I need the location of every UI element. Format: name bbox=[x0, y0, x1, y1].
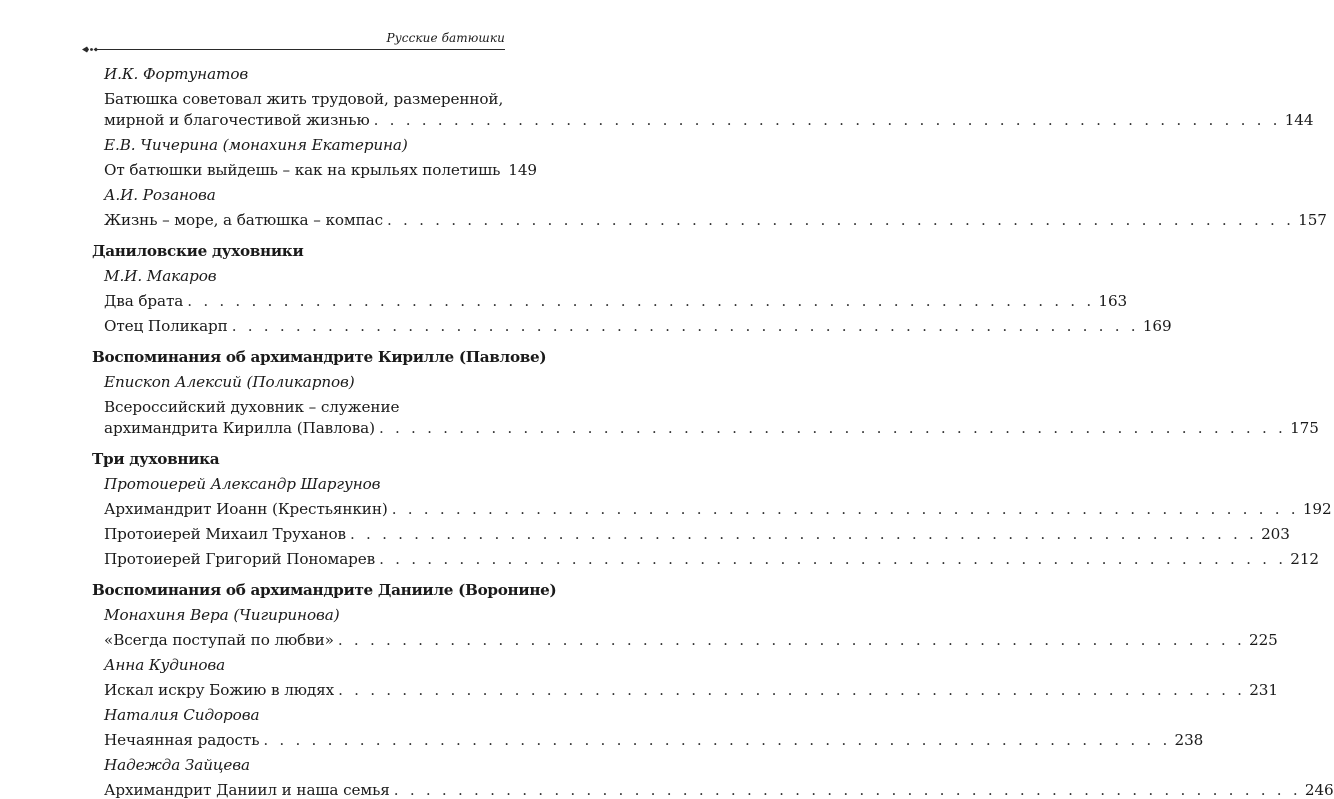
toc-author: И.К. Фортунатов bbox=[104, 65, 249, 83]
toc-entry-title: архимандрита Кирилла (Павлова) bbox=[104, 419, 375, 437]
dot-leader: . . . . . . . . . . . . . . . . . . . . . . . . . . . . . . . . . . . . . . . . . . . . . . . . . . . . . . . . . bbox=[391, 500, 1299, 518]
toc-page-number: 175 bbox=[1290, 419, 1319, 437]
toc-page-number: 144 bbox=[1284, 111, 1314, 129]
toc-entry[interactable] bbox=[104, 211, 1327, 229]
running-title: Русские батюшки bbox=[386, 31, 505, 45]
dot-leader: . . . . . . . . . . . . . . . . . . . . . . . . . . . . . . . . . . . . . . . . . . . . . . . . . . . . . . . . . bbox=[379, 550, 1287, 568]
toc-entry-title: Жизнь – море, а батюшка – компас bbox=[104, 211, 383, 229]
table-of-contents bbox=[92, 65, 1334, 799]
toc-entry-title: Отец Поликарп bbox=[104, 317, 228, 335]
toc-author: Протоиерей Александр Шаргунов bbox=[104, 475, 381, 493]
toc-entry-title: «Всегда поступай по любви» bbox=[104, 631, 334, 649]
dot-leader: . . . . . . . . . . . . . . . . . . . . . . . . . . . . . . . . . . . . . . . . . . . . . . . . . . . . . . . . . bbox=[338, 681, 1246, 699]
dot-leader: . . . . . . . . . . . . . . . . . . . . . . . . . . . . . . . . . . . . . . . . . . . . . . . . . . . . . . . . . bbox=[231, 317, 1139, 335]
toc-page-number: 149 bbox=[508, 161, 537, 179]
dot-leader: . . . . . . . . . . . . . . . . . . . . . . . . . . . . . . . . . . . . . . . . . . . . . . . . . . . . . . . . . bbox=[378, 419, 1287, 437]
toc-entry-title: Два брата bbox=[104, 292, 184, 310]
toc-page-number: 225 bbox=[1249, 631, 1278, 649]
toc-author: Надежда Зайцева bbox=[104, 756, 250, 774]
toc-entry-title: Протоиерей Михаил Труханов bbox=[104, 525, 346, 543]
toc-entry[interactable] bbox=[104, 781, 1334, 799]
toc-author: Монахиня Вера (Чигиринова) bbox=[104, 606, 340, 624]
toc-author: Наталия Сидорова bbox=[104, 706, 260, 724]
toc-entry[interactable] bbox=[104, 292, 1128, 310]
toc-entry[interactable]: Батюшка советовал жить трудовой, размеренной, bbox=[104, 90, 504, 108]
toc-author: Епископ Алексий (Поликарпов) bbox=[104, 373, 355, 391]
dot-leader: . . . . . . . . . . . . . . . . . . . . . . . . . . . . . . . . . . . . . . . . . . . . . . . . . . . . . . . . . bbox=[373, 111, 1281, 129]
dot-leader: . . . . . . . . . . . . . . . . . . . . . . . . . . . . . . . . . . . . . . . . . . . . . . . . . . . . . . . . . bbox=[337, 631, 1245, 649]
header-rule bbox=[95, 49, 505, 50]
dot-leader: . . . . . . . . . . . . . . . . . . . . . . . . . . . . . . . . . . . . . . . . . . . . . . . . . . . . . . . . . bbox=[393, 781, 1301, 799]
toc-entry-title: мирной и благочестивой жизнью bbox=[104, 111, 370, 129]
toc-page-number: 238 bbox=[1174, 731, 1204, 749]
toc-section-heading: Даниловские духовники bbox=[92, 242, 304, 260]
toc-page-number: 192 bbox=[1302, 500, 1332, 518]
toc-page-number: 203 bbox=[1261, 525, 1290, 543]
toc-entry[interactable] bbox=[104, 550, 1319, 568]
dot-leader: . . . . . . . . . . . . . . . . . . . . . . . . . . . . . . . . . . . . . . . . . . . . . . . . . . . . . . . . . bbox=[349, 525, 1258, 543]
toc-author: Анна Кудинова bbox=[104, 656, 226, 674]
toc-page-number: 169 bbox=[1142, 317, 1172, 335]
toc-entry[interactable] bbox=[104, 731, 1204, 749]
toc-entry[interactable] bbox=[104, 317, 1172, 335]
toc-entry-title: Искал искру Божию в людях bbox=[104, 681, 335, 699]
toc-page-number: 157 bbox=[1298, 211, 1327, 229]
toc-page-number: 231 bbox=[1249, 681, 1278, 699]
toc-entry[interactable] bbox=[104, 681, 1278, 699]
toc-entry[interactable]: Всероссийский духовник – служение bbox=[104, 398, 400, 416]
toc-author: М.И. Макаров bbox=[104, 267, 217, 285]
toc-entry-title: От батюшки выйдешь – как на крыльях полетишь bbox=[104, 161, 501, 179]
toc-page-number: 163 bbox=[1098, 292, 1128, 310]
toc-section-heading: Воспоминания об архимандрите Данииле (Воронине) bbox=[92, 581, 557, 599]
toc-entry-title: Архимандрит Иоанн (Крестьянкин) bbox=[104, 500, 388, 518]
toc-entry-title: Нечаянная радость bbox=[104, 731, 260, 749]
toc-entry[interactable] bbox=[104, 161, 537, 179]
dot-leader: . . . . . . . . . . . . . . . . . . . . . . . . . . . . . . . . . . . . . . . . . . . . . . . . . . . . . . . . . bbox=[387, 211, 1295, 229]
toc-entry[interactable] bbox=[104, 631, 1278, 649]
toc-entry[interactable] bbox=[104, 500, 1332, 518]
dot-leader: . . . . . . . . . . . . . . . . . . . . . . . . . . . . . . . . . . . . . . . . . . . . . . . . . . . . . . . . . bbox=[263, 731, 1171, 749]
toc-entry[interactable] bbox=[104, 111, 1314, 129]
toc-author: А.И. Розанова bbox=[104, 186, 216, 204]
toc-page-number: 212 bbox=[1290, 550, 1319, 568]
toc-author: Е.В. Чичерина (монахиня Екатерина) bbox=[104, 136, 408, 154]
toc-section-heading: Воспоминания об архимандрите Кирилле (Павлове) bbox=[92, 348, 547, 366]
toc-entry-title: Архимандрит Даниил и наша семья bbox=[104, 781, 390, 799]
toc-page-number: 246 bbox=[1304, 781, 1334, 799]
toc-section-heading: Три духовника bbox=[92, 450, 220, 468]
dot-leader: . . . . . . . . . . . . . . . . . . . . . . . . . . . . . . . . . . . . . . . . . . . . . . . . . . . . . . . . . bbox=[187, 292, 1095, 310]
toc-entry-title: Протоиерей Григорий Пономарев bbox=[104, 550, 376, 568]
toc-entry[interactable] bbox=[104, 419, 1319, 437]
toc-entry[interactable] bbox=[104, 525, 1290, 543]
